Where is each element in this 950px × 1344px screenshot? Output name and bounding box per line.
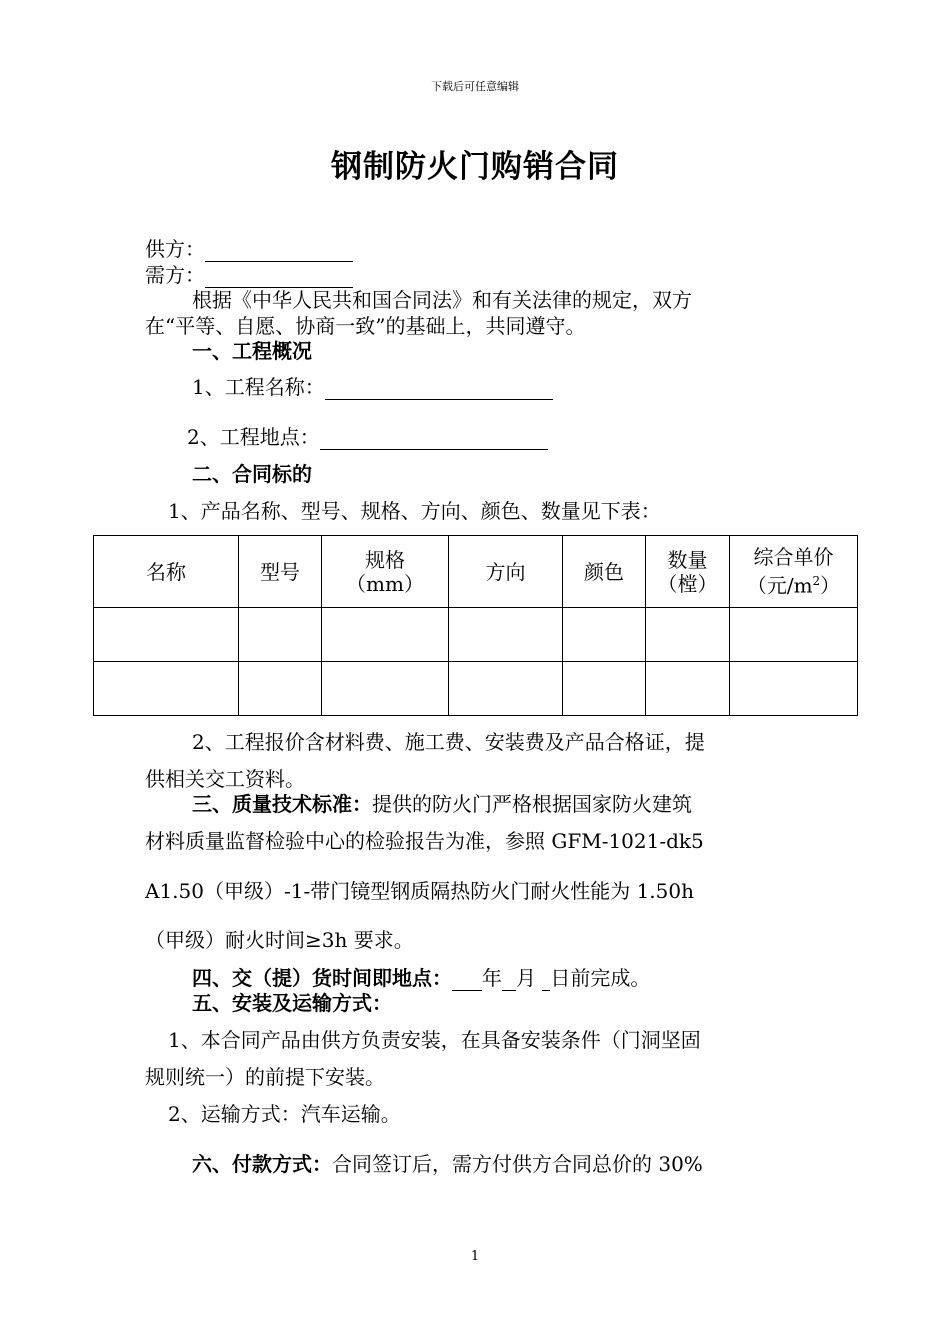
section2-item1: 1、产品名称、型号、规格、方向、颜色、数量见下表： xyxy=(168,499,661,523)
col-header-quantity: 数量 （樘） xyxy=(646,536,730,608)
section4-heading: 四、交（提）货时间即地点： xyxy=(192,966,452,990)
table-cell[interactable] xyxy=(449,662,563,716)
supplier-label: 供方： xyxy=(145,237,205,261)
table-cell[interactable] xyxy=(94,662,239,716)
month-blank xyxy=(502,970,516,991)
col-header-unit-price: 综合单价 （元$/m^2$） xyxy=(730,536,858,608)
product-table xyxy=(93,535,858,716)
section3-line1: 三、质量技术标准：提供的防火门严格根据国家防火建筑 xyxy=(192,792,692,816)
project-name-line xyxy=(192,374,553,400)
section4-line: 四、交（提）货时间即地点： 年 月 日前完成。 xyxy=(192,966,651,990)
supplier-blank xyxy=(205,241,353,262)
table-cell[interactable] xyxy=(646,608,730,662)
table-cell[interactable] xyxy=(646,662,730,716)
project-site-blank xyxy=(320,429,548,450)
year-blank xyxy=(452,970,482,991)
buyer-blank xyxy=(205,267,353,288)
section6-heading: 六、付款方式： xyxy=(192,1152,332,1176)
col-header-direction: 方向 xyxy=(449,536,563,608)
document-title: 钢制防火门购销合同 xyxy=(331,149,619,185)
section3-heading: 三、质量技术标准： xyxy=(192,792,372,816)
project-site-label: 2、工程地点： xyxy=(187,425,320,449)
table-cell[interactable] xyxy=(563,608,646,662)
table-cell[interactable] xyxy=(449,608,563,662)
table-cell[interactable] xyxy=(94,608,239,662)
col-header-color: 颜色 xyxy=(563,536,646,608)
table-cell[interactable] xyxy=(322,662,449,716)
section3-line3: A1.50（甲级）-1-带门镜型钢质隔热防火门耐火性能为 1.50h xyxy=(145,879,694,903)
project-name-blank xyxy=(325,379,553,400)
section5-item1-line2: 规则统一）的前提下安装。 xyxy=(145,1065,385,1089)
table-cell[interactable] xyxy=(563,662,646,716)
section3-line2: 材料质量监督检验中心的检验报告为准，参照 GFM-1021-dk5 xyxy=(145,829,704,853)
table-cell[interactable] xyxy=(730,608,858,662)
section1-heading: 一、工程概况 xyxy=(192,339,312,363)
section2-item2-line2: 供相关交工资料。 xyxy=(145,767,305,791)
table-cell[interactable] xyxy=(730,662,858,716)
table-header-row xyxy=(94,536,858,608)
col-header-spec: 规格 （mm） xyxy=(322,536,449,608)
intro-line-2: 在“平等、自愿、协商一致”的基础上，共同遵守。 xyxy=(145,314,586,338)
buyer-line xyxy=(145,262,353,288)
section3-line4: （甲级）耐火时间≥3h 要求。 xyxy=(145,928,414,952)
page-header-note: 下载后可任意编辑 xyxy=(431,80,519,93)
table-row xyxy=(94,608,858,662)
table-cell[interactable] xyxy=(239,608,322,662)
col-header-model: 型号 xyxy=(239,536,322,608)
buyer-label: 需方： xyxy=(145,263,205,287)
table-cell[interactable] xyxy=(239,662,322,716)
section2-item2-line1: 2、工程报价含材料费、施工费、安装费及产品合格证，提 xyxy=(192,730,705,754)
section6-line: 六、付款方式：合同签订后，需方付供方合同总价的 30% xyxy=(192,1152,703,1176)
project-name-label: 1、工程名称： xyxy=(192,375,325,399)
supplier-line xyxy=(145,236,353,262)
section5-item1-line1: 1、本合同产品由供方负责安装，在具备安装条件（门洞坚固 xyxy=(168,1028,701,1052)
intro-line-1: 根据《中华人民共和国合同法》和有关法律的规定，双方 xyxy=(192,288,692,312)
section5-heading: 五、安装及运输方式： xyxy=(192,991,392,1015)
section2-heading: 二、合同标的 xyxy=(192,462,312,486)
section5-item2: 2、运输方式：汽车运输。 xyxy=(168,1102,401,1126)
col-header-name: 名称 xyxy=(94,536,239,608)
page-number: 1 xyxy=(470,1249,480,1264)
project-site-line xyxy=(187,424,548,450)
table-cell[interactable] xyxy=(322,608,449,662)
table-row xyxy=(94,662,858,716)
